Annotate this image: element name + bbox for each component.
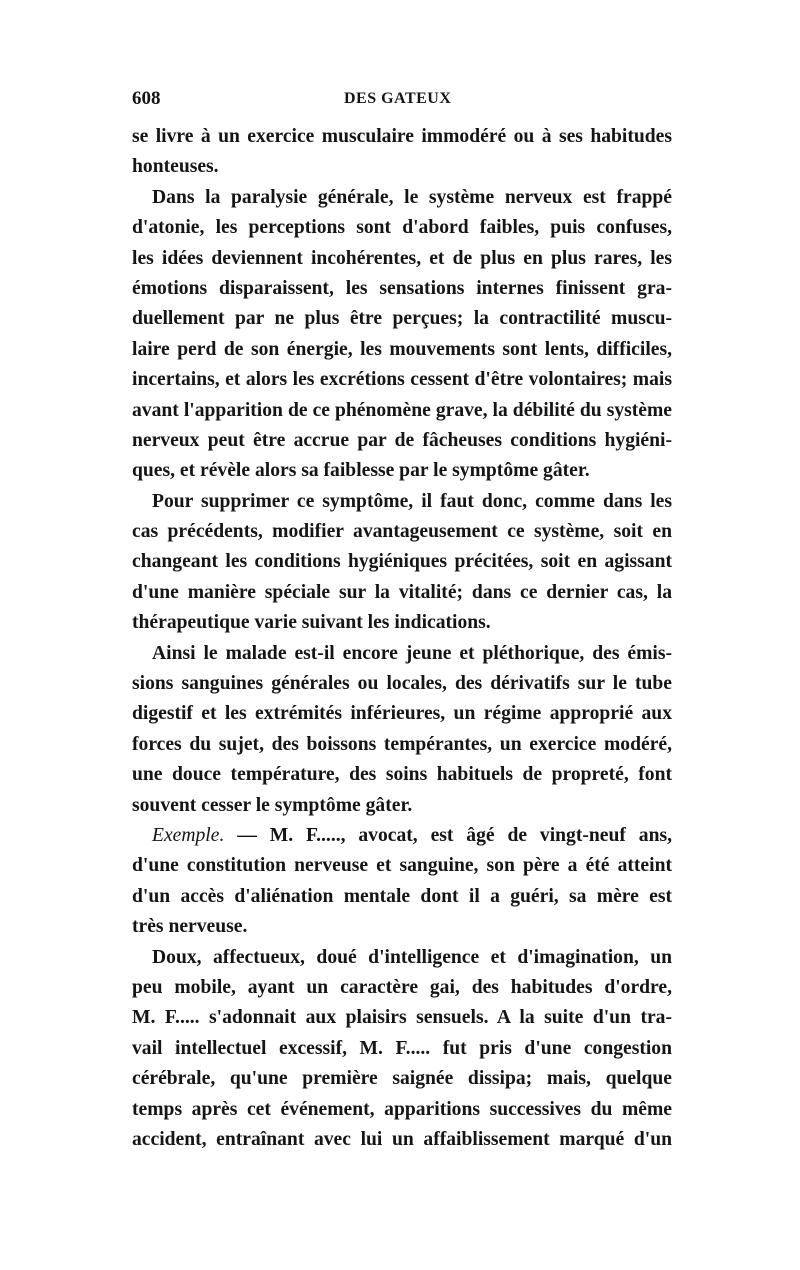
text-line: nerveux peut être accrue par de fâcheuses conditions hygiéni- (132, 429, 672, 451)
paragraph-first-line: Ainsi le malade est-il encore jeune et pléthorique, des émis- (152, 642, 672, 664)
paragraph-first-line: Doux, affectueux, doué d'intelligence et d'imagination, un (152, 946, 672, 968)
text-line: d'une manière spéciale sur la vitalité; dans ce dernier cas, la (132, 581, 672, 603)
text-line: une douce température, des soins habituels de propreté, font (132, 764, 672, 786)
body-text (132, 122, 672, 1155)
text-line: forces du sujet, des boissons tempérantes, un exercice modéré, (132, 733, 672, 755)
text-line: temps après cet événement, apparitions successives du même (132, 1098, 672, 1120)
text-line: thérapeutique varie suivant les indications. (132, 612, 491, 634)
text-line: accident, entraînant avec lui un affaiblissement marqué d'un (132, 1128, 672, 1150)
text-line: honteuses. (132, 156, 219, 178)
text-line: d'une constitution nerveuse et sanguine, son père a été atteint (132, 855, 672, 877)
text-line: cérébrale, qu'une première saignée dissipa; mais, quelque (132, 1068, 672, 1090)
text-line: duellement par ne plus être perçues; la contractilité muscu- (132, 308, 672, 330)
text-line: digestif et les extrémités inférieures, un régime approprié aux (132, 703, 672, 725)
text-line: d'un accès d'aliénation mentale dont il a guéri, sa mère est (132, 885, 672, 907)
text-line: souvent cesser le symptôme gâter. (132, 794, 413, 816)
page-number: 608 (132, 88, 161, 109)
paragraph-first-line: Dans la paralysie générale, le système nerveux est frappé (152, 186, 672, 208)
paragraph-first-line: Pour supprimer ce symptôme, il faut donc, comme dans les (152, 490, 672, 512)
text-line: émotions disparaissent, les sensations internes finissent gra- (132, 277, 672, 299)
text-line: incertains, et alors les excrétions cessent d'être volontaires; mais (132, 369, 672, 391)
paragraph-first-line (132, 821, 672, 851)
text-line: M. F..... s'adonnait aux plaisirs sensuels. A la suite d'un tra- (132, 1007, 672, 1029)
page-header (132, 88, 672, 118)
text-line: avant l'apparition de ce phénomène grave, la débilité du système (132, 399, 672, 421)
text-line: laire perd de son énergie, les mouvements sont lents, difficiles, (132, 338, 672, 360)
example-label: Exemple. (152, 824, 225, 846)
text-line: cas précédents, modifier avantageusement ce système, soit en (132, 521, 672, 543)
text-line: peu mobile, ayant un caractère gai, des habitudes d'ordre, (132, 976, 672, 998)
text-line: ques, et révèle alors sa faiblesse par le symptôme gâter. (132, 460, 590, 482)
text-line: changeant les conditions hygiéniques précitées, soit en agissant (132, 551, 672, 573)
text-line: très nerveuse. (132, 916, 248, 938)
text-line: sions sanguines générales ou locales, des dérivatifs sur le tube (132, 673, 672, 695)
text-line: vail intellectuel excessif, M. F..... fut pris d'une congestion (132, 1037, 672, 1059)
running-title: DES GATEUX (344, 90, 452, 107)
text-line: d'atonie, les perceptions sont d'abord faibles, puis confuses, (132, 217, 672, 239)
text-line: les idées deviennent incohérentes, et de plus en plus rares, les (132, 247, 672, 269)
example-line-text: — M. F....., avocat, est âgé de vingt-neuf ans, (224, 824, 672, 846)
text-line: se livre à un exercice musculaire immodéré ou à ses habitudes (132, 126, 672, 147)
